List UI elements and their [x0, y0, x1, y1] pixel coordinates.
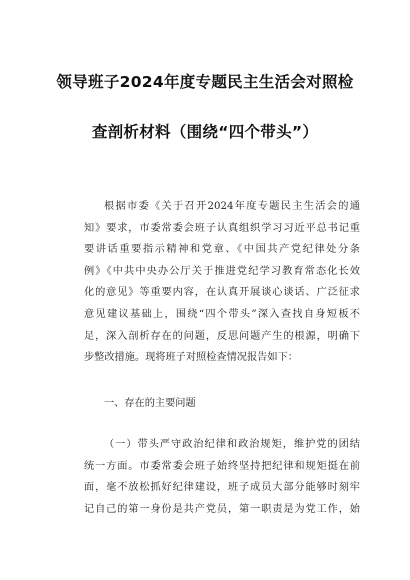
section-heading: 一、存在的主要问题 — [104, 398, 196, 409]
paragraph-line: （一）带头严守政治纪律和政治规矩，维护党的团结 — [104, 439, 360, 450]
paragraph-line: 面，毫不放松抓好纪律建设，班子成员大部分能够时刻牢 — [84, 482, 360, 494]
document-title-line-2: 查剖析材料（围绕“四个带头”） — [91, 123, 319, 141]
paragraph-line: 步整改措施。现将班子对照检查情况报告如下： — [84, 352, 298, 364]
paragraph-line: 化的意见》等重要内容，在认真开展谈心谈话、广泛征求 — [84, 287, 360, 299]
paragraph-line: 根据市委《关于召开2024年度专题民主生活会的通 — [104, 201, 360, 212]
section-paragraph — [84, 434, 360, 520]
paragraph-line: 例》《中共中央办公厅关于推进党纪学习教育常态化长效 — [84, 265, 360, 277]
document-title-line-1: 领导班子2024年度专题民主生活会对照检 — [56, 73, 354, 91]
paragraph-line: 意见建议基础上，围绕“四个带头”深入查找自身短板不 — [84, 308, 360, 320]
paragraph-line: 统一方面。市委常委会班子始终坚持把纪律和规矩挺在前 — [84, 460, 360, 472]
paragraph-line: 要讲话重要指示精神和党章、《中国共产党纪律处分条 — [84, 244, 360, 256]
paragraph-line: 记自己的第一身份是共产党员，第一职责是为党工作，始 — [84, 503, 360, 515]
paragraph-line: 足，深入剖析存在的问题，反思问题产生的根源，明确下 — [84, 330, 360, 342]
intro-paragraph — [84, 196, 360, 369]
paragraph-line: 知》要求，市委常委会班子认真组织学习习近平总书记重 — [84, 222, 360, 234]
